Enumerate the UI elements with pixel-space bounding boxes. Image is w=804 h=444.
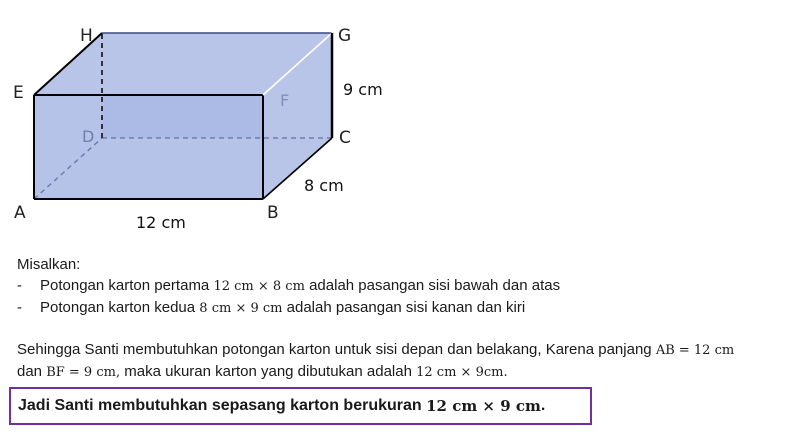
para-line2-mid: maka ukuran karton yang dibutukan adalah <box>124 363 412 380</box>
vertex-label-c: C <box>339 128 351 148</box>
vertex-label-b: B <box>267 203 279 223</box>
dimension-length-label: 12 cm <box>136 213 186 232</box>
conclusion-box <box>9 387 592 425</box>
bullet-1-math: 12 cm × 8 cm <box>213 279 305 294</box>
para-line1-math: AB = 12 cm <box>655 343 735 358</box>
bullet-item-1 <box>17 275 792 297</box>
para-line2-pre: dan <box>17 363 43 380</box>
bullet-2-post: adalah pasangan sisi kanan dan kiri <box>286 299 526 316</box>
para-line2-math1: BF = 9 cm, <box>46 365 121 380</box>
vertex-label-h: H <box>80 26 93 46</box>
bullet-1-pre: Potongan karton pertama <box>40 277 210 294</box>
explanation-text <box>17 254 792 383</box>
bullet-dash: - <box>17 277 22 294</box>
para-line1-text: Sehingga Santi membutuhkan potongan karton untuk sisi depan dan belakang, Karena panjang <box>17 341 652 358</box>
front-face <box>34 95 263 199</box>
dimension-width-label: 8 cm <box>304 176 344 195</box>
reasoning-paragraph <box>17 339 792 383</box>
vertex-label-e: E <box>13 83 24 103</box>
vertex-label-g: G <box>338 26 352 46</box>
conclusion-text: Jadi Santi membutuhkan sepasang karton berukuran <box>18 397 422 414</box>
bullet-item-2 <box>17 297 792 319</box>
bullet-1-post: adalah pasangan sisi bawah dan atas <box>309 277 561 294</box>
vertex-label-a: A <box>14 203 26 223</box>
conclusion-math: 12 cm × 9 cm <box>426 397 541 415</box>
bullet-dash: - <box>17 299 22 316</box>
para-line2-math2: 12 cm × 9cm. <box>416 365 508 380</box>
vertex-label-f: F <box>280 91 290 110</box>
cuboid-figure <box>0 0 400 245</box>
bullet-2-pre: Potongan karton kedua <box>40 299 196 316</box>
vertex-label-d: D <box>82 127 95 146</box>
intro-line: Misalkan: <box>17 256 81 273</box>
dimension-height-label: 9 cm <box>343 80 383 99</box>
bullet-2-math: 8 cm × 9 cm <box>199 301 283 316</box>
conclusion-period: . <box>540 397 546 414</box>
